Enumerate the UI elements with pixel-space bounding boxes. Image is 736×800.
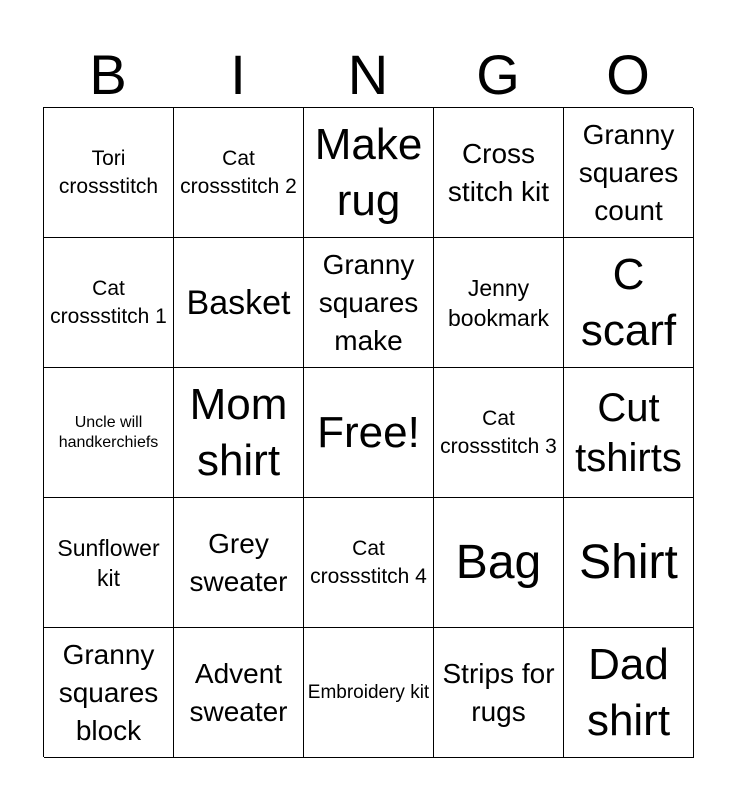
- header-letter-b: B: [89, 43, 127, 106]
- bingo-cell[interactable]: [304, 498, 434, 628]
- cell-label: Shirt: [579, 535, 678, 589]
- cell-label: Mom shirt: [189, 379, 288, 485]
- cell-label: Make rug: [314, 119, 423, 225]
- cell-label: Cat crossstitch 2: [180, 146, 297, 198]
- bingo-cell[interactable]: [44, 498, 174, 628]
- cell-label: Embroidery kit: [307, 681, 430, 703]
- bingo-cell[interactable]: [44, 368, 174, 498]
- bingo-cell[interactable]: [174, 108, 304, 238]
- cell-label: Cat crossstitch 1: [50, 276, 167, 328]
- cell-label: C scarf: [580, 249, 677, 355]
- cell-label: Advent sweater: [189, 657, 288, 727]
- cell-label: Cross stitch kit: [447, 137, 550, 207]
- cell-label: Jenny bookmark: [448, 274, 549, 331]
- bingo-cell[interactable]: [174, 628, 304, 758]
- bingo-cell[interactable]: [434, 238, 564, 368]
- cell-label: Basket: [186, 283, 291, 322]
- bingo-cell[interactable]: [304, 628, 434, 758]
- bingo-board: [43, 107, 693, 757]
- bingo-cell[interactable]: [564, 628, 694, 758]
- cell-label: Cut tshirts: [575, 385, 682, 480]
- bingo-cell[interactable]: [564, 368, 694, 498]
- bingo-cell[interactable]: [434, 368, 564, 498]
- bingo-cell[interactable]: [304, 108, 434, 238]
- bingo-cell[interactable]: [44, 628, 174, 758]
- bingo-cell[interactable]: [434, 628, 564, 758]
- cell-label: Granny squares count: [578, 118, 679, 226]
- cell-label: Uncle will handkerchiefs: [58, 413, 159, 451]
- bingo-cell[interactable]: [564, 238, 694, 368]
- bingo-header: [43, 44, 693, 106]
- cell-label: Tori crossstitch: [58, 146, 159, 198]
- cell-label: Strips for rugs: [442, 657, 555, 727]
- header-letter-o: O: [606, 43, 650, 106]
- cell-label: Cat crossstitch 4: [310, 536, 427, 588]
- header-letter-i: I: [230, 43, 246, 106]
- header-letter-g: G: [476, 43, 520, 106]
- bingo-cell[interactable]: [434, 498, 564, 628]
- bingo-cell[interactable]: [564, 498, 694, 628]
- bingo-cell[interactable]: [44, 238, 174, 368]
- bingo-cell[interactable]: [304, 238, 434, 368]
- cell-label: Granny squares make: [318, 248, 419, 356]
- free-space[interactable]: [304, 368, 434, 498]
- bingo-cell[interactable]: [434, 108, 564, 238]
- cell-label: Dad shirt: [586, 639, 671, 745]
- bingo-cell[interactable]: [44, 108, 174, 238]
- bingo-cell[interactable]: [174, 238, 304, 368]
- cell-label: Bag: [455, 535, 542, 589]
- bingo-cell[interactable]: [174, 498, 304, 628]
- cell-label: Granny squares block: [58, 638, 159, 746]
- cell-label: Free!: [317, 407, 420, 457]
- header-letter-n: N: [347, 43, 389, 106]
- cell-label: Cat crossstitch 3: [440, 406, 557, 458]
- cell-label: Grey sweater: [189, 527, 288, 597]
- bingo-cell[interactable]: [174, 368, 304, 498]
- cell-label: Sunflower kit: [57, 534, 160, 591]
- bingo-cell[interactable]: [564, 108, 694, 238]
